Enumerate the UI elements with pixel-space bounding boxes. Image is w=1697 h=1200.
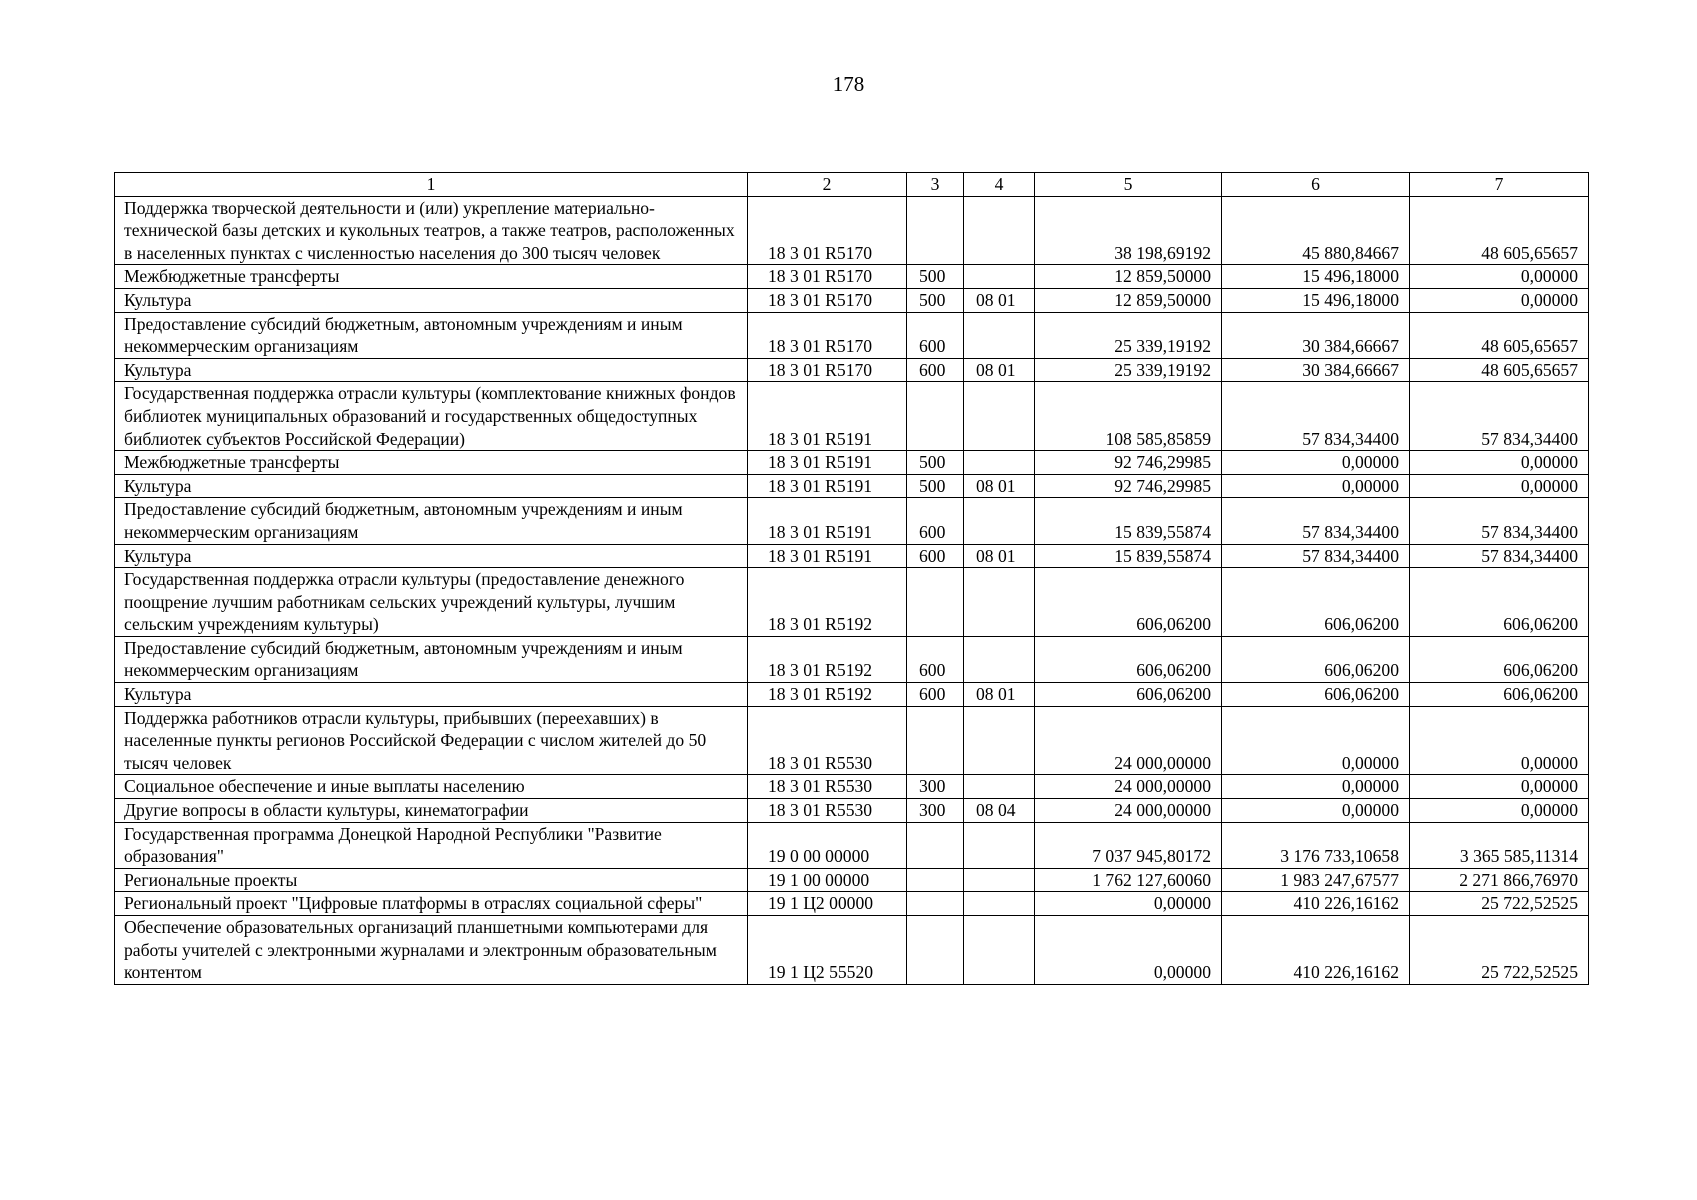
table-row [115,706,1589,775]
section-code [964,568,1035,637]
section-code [964,196,1035,265]
table-row [115,892,1589,916]
amount-col-7: 0,00000 [1410,775,1589,799]
amount-col-5: 12 859,50000 [1035,288,1222,312]
amount-col-7: 25 722,52525 [1410,892,1589,916]
expense-type [907,892,964,916]
table-row [115,312,1589,358]
expense-type [907,196,964,265]
row-name: Межбюджетные трансферты [115,451,748,475]
table-row [115,683,1589,707]
table-row [115,196,1589,265]
amount-col-5: 606,06200 [1035,568,1222,637]
amount-col-6: 0,00000 [1222,706,1410,775]
amount-col-7: 57 834,34400 [1410,382,1589,451]
table-row [115,568,1589,637]
amount-col-6: 606,06200 [1222,683,1410,707]
amount-col-5: 15 839,55874 [1035,544,1222,568]
budget-table [114,172,1589,985]
table-row [115,636,1589,682]
column-header-4: 4 [964,173,1035,197]
table-row [115,822,1589,868]
expense-type: 300 [907,799,964,823]
column-header-7: 7 [1410,173,1589,197]
table-row [115,799,1589,823]
target-code: 18 3 01 R5530 [748,706,907,775]
row-name: Культура [115,683,748,707]
header-row [115,173,1589,197]
row-name: Межбюджетные трансферты [115,265,748,289]
target-code: 19 1 Ц2 55520 [748,916,907,985]
row-name: Социальное обеспечение и иные выплаты населению [115,775,748,799]
row-name: Культура [115,358,748,382]
target-code: 18 3 01 R5530 [748,799,907,823]
section-code [964,775,1035,799]
row-name: Предоставление субсидий бюджетным, автономным учреждениям и иным некоммерческим организациям [115,636,748,682]
amount-col-5: 108 585,85859 [1035,382,1222,451]
amount-col-6: 30 384,66667 [1222,358,1410,382]
row-name: Поддержка работников отрасли культуры, прибывших (переехавших) в населенные пункты регионов Российской Федерации с числом жителей до 50 тысяч человек [115,706,748,775]
amount-col-5: 24 000,00000 [1035,706,1222,775]
expense-type [907,868,964,892]
target-code: 18 3 01 R5192 [748,683,907,707]
expense-type: 600 [907,683,964,707]
amount-col-5: 12 859,50000 [1035,265,1222,289]
expense-type: 500 [907,451,964,475]
amount-col-7: 57 834,34400 [1410,544,1589,568]
amount-col-5: 15 839,55874 [1035,498,1222,544]
amount-col-7: 606,06200 [1410,636,1589,682]
row-name: Государственная программа Донецкой Народной Республики "Развитие образования" [115,822,748,868]
table-body [115,196,1589,984]
amount-col-6: 0,00000 [1222,799,1410,823]
amount-col-6: 15 496,18000 [1222,288,1410,312]
target-code: 19 1 00 00000 [748,868,907,892]
target-code: 18 3 01 R5191 [748,544,907,568]
section-code [964,382,1035,451]
row-name: Предоставление субсидий бюджетным, автономным учреждениям и иным некоммерческим организациям [115,498,748,544]
row-name: Культура [115,288,748,312]
table-row [115,288,1589,312]
amount-col-5: 606,06200 [1035,683,1222,707]
amount-col-7: 0,00000 [1410,799,1589,823]
amount-col-5: 24 000,00000 [1035,799,1222,823]
expense-type: 600 [907,544,964,568]
table-row [115,544,1589,568]
expense-type: 300 [907,775,964,799]
target-code: 19 0 00 00000 [748,822,907,868]
section-code [964,451,1035,475]
amount-col-5: 38 198,69192 [1035,196,1222,265]
amount-col-5: 25 339,19192 [1035,358,1222,382]
column-header-5: 5 [1035,173,1222,197]
table-row [115,868,1589,892]
expense-type [907,822,964,868]
section-code: 08 01 [964,474,1035,498]
target-code: 18 3 01 R5170 [748,358,907,382]
row-name: Региональный проект "Цифровые платформы в отраслях социальной сферы" [115,892,748,916]
amount-col-7: 25 722,52525 [1410,916,1589,985]
target-code: 18 3 01 R5170 [748,265,907,289]
section-code [964,498,1035,544]
amount-col-7: 57 834,34400 [1410,498,1589,544]
target-code: 18 3 01 R5192 [748,568,907,637]
amount-col-6: 606,06200 [1222,636,1410,682]
row-name: Государственная поддержка отрасли культуры (предоставление денежного поощрение лучшим работникам сельских учреждений культуры, лучшим сельским учреждениям культуры) [115,568,748,637]
amount-col-7: 48 605,65657 [1410,312,1589,358]
section-code [964,312,1035,358]
section-code: 08 01 [964,544,1035,568]
section-code [964,892,1035,916]
section-code: 08 01 [964,358,1035,382]
target-code: 18 3 01 R5191 [748,382,907,451]
expense-type [907,706,964,775]
amount-col-7: 0,00000 [1410,288,1589,312]
column-header-3: 3 [907,173,964,197]
table-row [115,358,1589,382]
expense-type: 600 [907,636,964,682]
amount-col-5: 0,00000 [1035,916,1222,985]
amount-col-7: 0,00000 [1410,474,1589,498]
amount-col-5: 92 746,29985 [1035,451,1222,475]
amount-col-6: 30 384,66667 [1222,312,1410,358]
row-name: Культура [115,474,748,498]
table-row [115,382,1589,451]
amount-col-6: 410 226,16162 [1222,892,1410,916]
amount-col-6: 606,06200 [1222,568,1410,637]
amount-col-7: 0,00000 [1410,706,1589,775]
target-code: 18 3 01 R5170 [748,312,907,358]
section-code [964,868,1035,892]
table-row [115,451,1589,475]
amount-col-7: 48 605,65657 [1410,196,1589,265]
row-name: Культура [115,544,748,568]
amount-col-7: 48 605,65657 [1410,358,1589,382]
expense-type: 600 [907,358,964,382]
target-code: 18 3 01 R5530 [748,775,907,799]
section-code [964,916,1035,985]
table-row [115,916,1589,985]
amount-col-6: 15 496,18000 [1222,265,1410,289]
amount-col-7: 606,06200 [1410,683,1589,707]
target-code: 18 3 01 R5191 [748,498,907,544]
amount-col-5: 92 746,29985 [1035,474,1222,498]
expense-type: 500 [907,474,964,498]
column-header-6: 6 [1222,173,1410,197]
row-name: Обеспечение образовательных организаций планшетными компьютерами для работы учителей с электронными журналами и электронным образовательным контентом [115,916,748,985]
row-name: Государственная поддержка отрасли культуры (комплектование книжных фондов библиотек муниципальных образований и государственных общедоступных библиотек субъектов Российской Федерации) [115,382,748,451]
section-code [964,636,1035,682]
column-header-2: 2 [748,173,907,197]
section-code: 08 01 [964,683,1035,707]
row-name: Региональные проекты [115,868,748,892]
expense-type [907,382,964,451]
section-code [964,706,1035,775]
section-code [964,822,1035,868]
target-code: 18 3 01 R5170 [748,196,907,265]
table-row [115,775,1589,799]
amount-col-5: 0,00000 [1035,892,1222,916]
amount-col-7: 606,06200 [1410,568,1589,637]
expense-type: 600 [907,498,964,544]
amount-col-6: 57 834,34400 [1222,382,1410,451]
table-row [115,474,1589,498]
amount-col-6: 410 226,16162 [1222,916,1410,985]
expense-type [907,568,964,637]
expense-type: 500 [907,265,964,289]
amount-col-6: 0,00000 [1222,775,1410,799]
section-code: 08 04 [964,799,1035,823]
amount-col-6: 0,00000 [1222,474,1410,498]
amount-col-6: 1 983 247,67577 [1222,868,1410,892]
target-code: 19 1 Ц2 00000 [748,892,907,916]
row-name: Предоставление субсидий бюджетным, автономным учреждениям и иным некоммерческим организациям [115,312,748,358]
amount-col-5: 25 339,19192 [1035,312,1222,358]
amount-col-6: 57 834,34400 [1222,544,1410,568]
column-header-1: 1 [115,173,748,197]
page-number: 178 [832,72,865,96]
amount-col-7: 2 271 866,76970 [1410,868,1589,892]
amount-col-6: 0,00000 [1222,451,1410,475]
table-row [115,498,1589,544]
table-row [115,265,1589,289]
target-code: 18 3 01 R5192 [748,636,907,682]
amount-col-5: 1 762 127,60060 [1035,868,1222,892]
amount-col-5: 606,06200 [1035,636,1222,682]
row-name: Поддержка творческой деятельности и (или) укрепление материально-технической базы детских и кукольных театров, а также театров, расположенных в населенных пунктах с численностью населения до 300 тысяч человек [115,196,748,265]
expense-type: 500 [907,288,964,312]
expense-type [907,916,964,985]
amount-col-6: 57 834,34400 [1222,498,1410,544]
amount-col-6: 3 176 733,10658 [1222,822,1410,868]
target-code: 18 3 01 R5191 [748,474,907,498]
amount-col-6: 45 880,84667 [1222,196,1410,265]
amount-col-5: 24 000,00000 [1035,775,1222,799]
section-code [964,265,1035,289]
target-code: 18 3 01 R5170 [748,288,907,312]
row-name: Другие вопросы в области культуры, кинематографии [115,799,748,823]
amount-col-7: 3 365 585,11314 [1410,822,1589,868]
section-code: 08 01 [964,288,1035,312]
target-code: 18 3 01 R5191 [748,451,907,475]
amount-col-5: 7 037 945,80172 [1035,822,1222,868]
amount-col-7: 0,00000 [1410,451,1589,475]
amount-col-7: 0,00000 [1410,265,1589,289]
expense-type: 600 [907,312,964,358]
